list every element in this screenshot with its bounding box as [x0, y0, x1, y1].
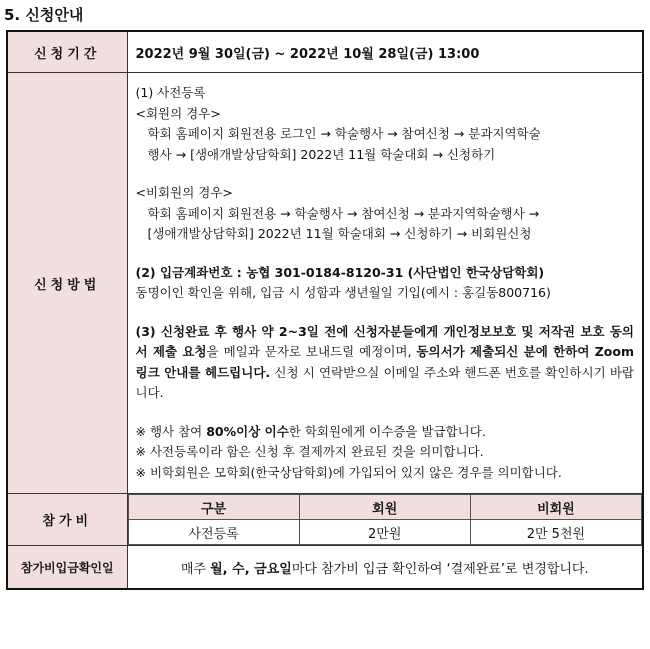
bank-account: (2) 입금계좌번호 : 농협 301-0184-8120-31 (사단법인 한국상담학회) [135, 264, 545, 280]
application-info-table [6, 30, 644, 590]
fee-nonmember: 2만 5천원 [470, 520, 641, 545]
fee-value-row [128, 520, 642, 545]
member-steps-line1: 학회 홈페이지 회원전용 로그인 → 학술행사 → 참여신청 → 분과지역학술 [147, 126, 541, 141]
note1-a: ※ 행사 참여 [135, 423, 207, 439]
section-title: 5. 신청안내 [4, 6, 84, 24]
confirm-text-a: 매주 [180, 561, 211, 577]
consent-text-a: (3) 신청완료 후 행사 약 2~3일 전에 신청자분들에게 [135, 323, 444, 339]
confirm-label: 참가비입금확인일 [7, 546, 127, 590]
fee-row [7, 494, 643, 546]
consent-text-e: 신청 시 연락받으실 이메일 주소와 핸드폰 번호를 확인하시기 바랍니다. [135, 364, 635, 400]
method-row [7, 73, 643, 494]
consent-text-d: 동의서가 제출되신 분에 한하여 Zoom 링크 안내를 헤드립니다. [135, 344, 634, 380]
fee-header-row [128, 495, 642, 520]
confirm-text-b: 월, 수, 금요일 [210, 561, 292, 577]
note-certificate [136, 422, 635, 443]
nonmember-steps-line2: [생애개발상담학회] 2022년 11월 학술대회 → 신청하기 → 비회원신청 [147, 226, 532, 241]
period-value: 2022년 9월 30일(금) ~ 2022년 10월 28일(금) 13:00 [127, 31, 643, 73]
period-row [7, 31, 643, 73]
nonmember-steps-line1: 학회 홈페이지 회원전용 → 학술행사 → 참여신청 → 분과지역학술행사 → [147, 205, 540, 221]
member-steps-line2: 행사 → [생애개발상담학회] 2022년 11월 학술대회 → 신청하기 [147, 146, 496, 162]
confirm-row [7, 546, 643, 590]
fee-cell [127, 494, 643, 546]
fee-category: 사전등록 [128, 520, 299, 545]
period-label: 신청기간 [7, 31, 127, 73]
bank-note: 동명이인 확인을 위해, 입금 시 성함과 생년월일 기입(예시 : 홍길동800716) [135, 285, 551, 300]
fee-header-member: 회원 [299, 495, 470, 520]
consent-text-b: 개인정보보호 및 저작권 보호 동의서 제출 요청 [135, 323, 634, 359]
fee-header-nonmember: 비회원 [470, 495, 641, 520]
pre-registration-title: (1) 사전등록 [135, 85, 206, 100]
fee-table [128, 494, 643, 545]
consent-paragraph [136, 322, 635, 404]
note-nonmember: ※ 비학회원은 모학회(한국상담학회)에 가입되어 있지 않은 경우를 의미합니다. [135, 464, 562, 480]
fee-header-category: 구분 [128, 495, 299, 520]
fee-label: 참가비 [7, 494, 127, 546]
note-preregistration: ※ 사전등록이라 함은 신청 후 결제까지 완료된 것을 의미합니다. [135, 444, 484, 459]
fee-member: 2만원 [299, 520, 470, 545]
note1-c: 한 학회원에게 이수증을 발급합니다. [288, 423, 486, 439]
method-label: 신청방법 [7, 73, 127, 494]
nonmember-case-title: <비회원의 경우> [135, 185, 233, 200]
method-content [127, 73, 643, 494]
member-case-title: <회원의 경우> [135, 105, 221, 121]
consent-text-c: 을 메일과 문자로 보내드릴 예정이며, [206, 344, 417, 359]
confirm-text-c: 마다 참가비 입금 확인하여 ‘결제완료’로 변경합니다. [291, 561, 589, 577]
note1-b: 80%이상 이수 [206, 423, 289, 439]
confirm-text [127, 546, 643, 590]
